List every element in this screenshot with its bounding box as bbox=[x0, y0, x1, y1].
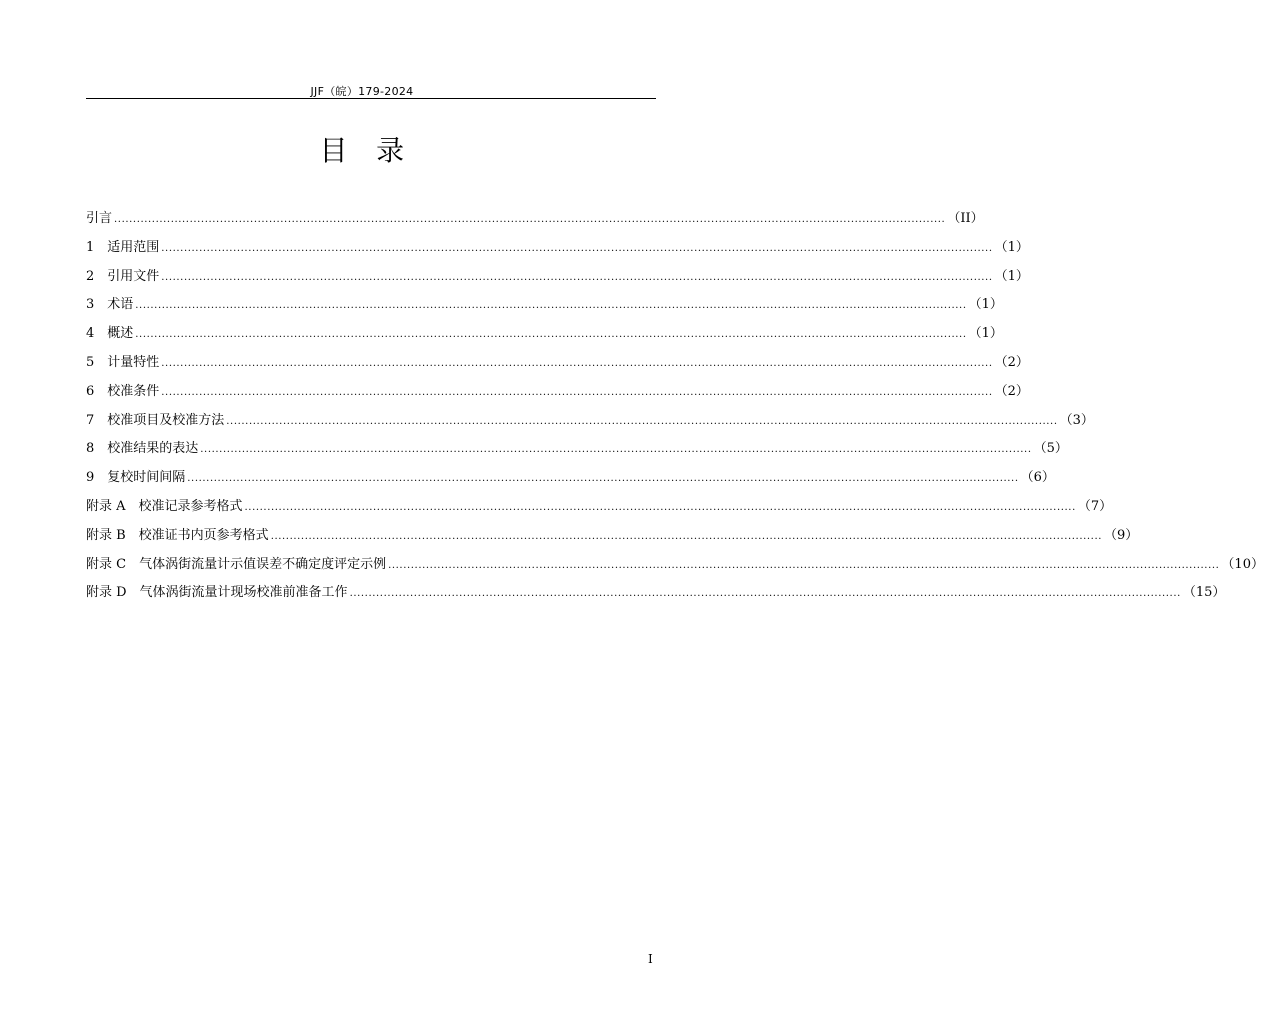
toc-entry-label: 7 校准项目及校准方法 bbox=[86, 412, 225, 428]
toc-entry-8[interactable] bbox=[86, 435, 1068, 464]
toc-entry-7[interactable] bbox=[86, 407, 1094, 436]
toc-entry-5[interactable] bbox=[86, 349, 1029, 378]
toc-entry-appendix-c[interactable] bbox=[86, 551, 1264, 580]
toc-entry-label: 附录 D 气体涡街流量计现场校准前准备工作 bbox=[86, 585, 348, 601]
toc-leader-dots: ............................................................................................................................................................................................................................ bbox=[200, 444, 1032, 456]
toc-entry-3[interactable] bbox=[86, 291, 1003, 320]
toc-entry-label: 附录 A 校准记录参考格式 bbox=[86, 498, 243, 514]
toc-entry-preface[interactable] bbox=[86, 205, 984, 234]
header-divider bbox=[86, 98, 656, 99]
toc-leader-dots: ............................................................................................................................................................................................................................ bbox=[349, 588, 1181, 600]
toc-leader-dots: ............................................................................................................................................................................................................................ bbox=[161, 271, 993, 283]
toc-entry-4[interactable] bbox=[86, 320, 1003, 349]
toc-entry-label: 3 术语 bbox=[86, 297, 134, 313]
toc-entry-appendix-b[interactable] bbox=[86, 522, 1139, 551]
toc-entry-9[interactable] bbox=[86, 464, 1055, 493]
toc-entry-page: （1） bbox=[994, 268, 1029, 284]
toc-entry-appendix-d[interactable] bbox=[86, 579, 1226, 608]
toc-leader-dots: ............................................................................................................................................................................................................................ bbox=[270, 530, 1103, 542]
toc-entry-label: 9 复校时间间隔 bbox=[86, 470, 186, 486]
toc-entry-page: （2） bbox=[994, 383, 1029, 399]
toc-leader-dots: ............................................................................................................................................................................................................................ bbox=[244, 501, 1076, 513]
toc-entry-label: 5 计量特性 bbox=[86, 354, 160, 370]
page-title: 目 录 bbox=[319, 134, 405, 167]
toc-entry-appendix-a[interactable] bbox=[86, 493, 1113, 522]
toc-leader-dots: ............................................................................................................................................................................................................................ bbox=[114, 214, 946, 225]
toc-entry-2[interactable] bbox=[86, 263, 1029, 292]
toc-entry-page: （1） bbox=[968, 297, 1003, 313]
toc-entry-page: （II） bbox=[947, 211, 984, 226]
toc-entry-label: 1 适用范围 bbox=[86, 239, 160, 255]
toc-entry-page: （6） bbox=[1020, 470, 1055, 486]
toc-entry-page: （3） bbox=[1059, 412, 1094, 428]
toc-entry-page: （1） bbox=[994, 239, 1029, 255]
toc-leader-dots: ............................................................................................................................................................................................................................ bbox=[135, 300, 967, 312]
toc-entry-6[interactable] bbox=[86, 378, 1029, 407]
toc-leader-dots: ............................................................................................................................................................................................................................ bbox=[226, 415, 1058, 427]
toc-leader-dots: ............................................................................................................................................................................................................................ bbox=[388, 559, 1220, 571]
toc-entry-page: （10） bbox=[1221, 556, 1264, 572]
toc-leader-dots: ............................................................................................................................................................................................................................ bbox=[161, 386, 993, 398]
toc-entry-label: 6 校准条件 bbox=[86, 383, 160, 399]
toc-entry-page: （1） bbox=[968, 326, 1003, 342]
toc-leader-dots: ............................................................................................................................................................................................................................ bbox=[161, 357, 993, 369]
toc-entry-label: 附录 B 校准证书内页参考格式 bbox=[86, 527, 269, 543]
toc-entry-page: （15） bbox=[1182, 585, 1226, 601]
toc-entry-label: 附录 C 气体涡街流量计示值误差不确定度评定示例 bbox=[86, 556, 387, 572]
toc-entry-page: （7） bbox=[1077, 498, 1113, 514]
toc-entry-label: 4 概述 bbox=[86, 326, 134, 342]
toc-entry-1[interactable] bbox=[86, 234, 1029, 263]
toc-leader-dots: ............................................................................................................................................................................................................................ bbox=[161, 242, 993, 254]
toc-entry-label: 2 引用文件 bbox=[86, 268, 160, 284]
table-of-contents bbox=[86, 205, 1264, 608]
toc-leader-dots: ............................................................................................................................................................................................................................ bbox=[135, 329, 967, 341]
toc-entry-page: （9） bbox=[1104, 527, 1139, 543]
toc-entry-page: （2） bbox=[994, 354, 1029, 370]
page-number: I bbox=[648, 952, 653, 966]
toc-entry-label: 8 校准结果的表达 bbox=[86, 441, 199, 457]
toc-entry-page: （5） bbox=[1033, 441, 1068, 457]
toc-entry-label: 引言 bbox=[86, 211, 113, 226]
document-code-header: JJF（皖）179-2024 bbox=[310, 85, 414, 98]
toc-leader-dots: ............................................................................................................................................................................................................................ bbox=[187, 473, 1019, 485]
